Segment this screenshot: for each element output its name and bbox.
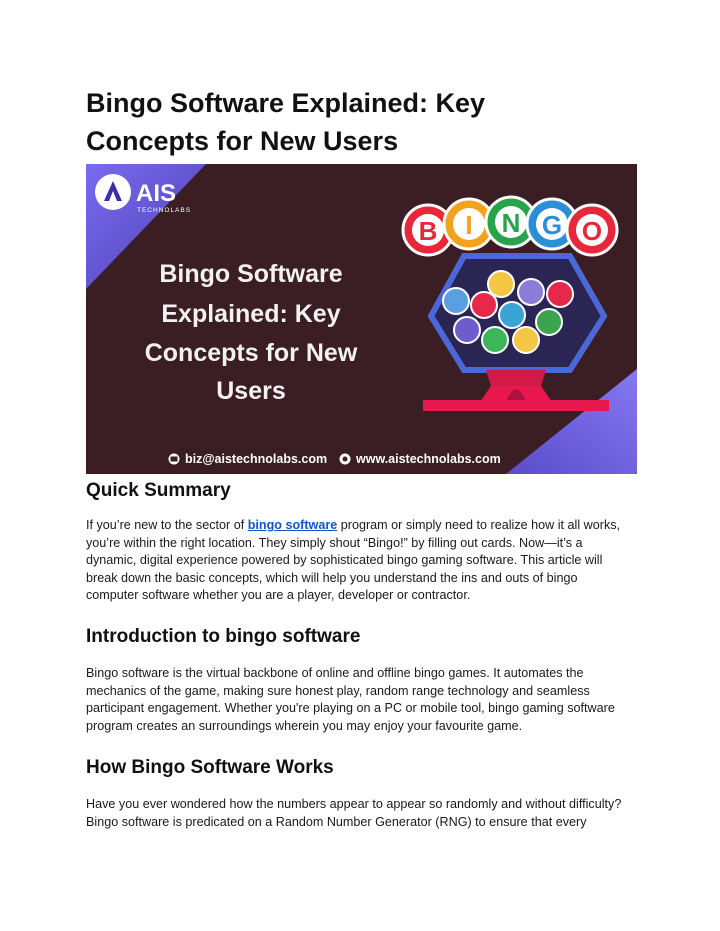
hero-banner-image bbox=[86, 164, 637, 474]
intro-line-4: program creates an surroundings wherein you may enjoy your favourite game. bbox=[86, 718, 523, 733]
how-line-1: Have you ever wondered how the numbers appear to appear so randomly and without difficulty? bbox=[86, 797, 622, 811]
banner-heading-line-2: Explained: Key bbox=[161, 300, 341, 328]
introduction-paragraph bbox=[86, 665, 646, 735]
intro-line-2: mechanics of the game, making sure honest play, random range technology and seamless bbox=[86, 683, 590, 698]
brand-sub-text: TECHNOLABS bbox=[137, 207, 192, 214]
bingo-letter-o: O bbox=[581, 216, 603, 246]
quick-summary-paragraph bbox=[86, 517, 646, 605]
contact-website: www.aistechnolabs.com bbox=[356, 452, 501, 466]
bingo-software-link[interactable]: bingo software bbox=[247, 518, 338, 532]
section-heading-how-it-works: How Bingo Software Works bbox=[86, 757, 334, 778]
summary-line-3: dynamic, digital experience powered by sophisticated bingo gaming software. This article will bbox=[86, 553, 603, 567]
summary-line-1-pre: If you’re new to the sector of bbox=[86, 518, 248, 532]
brand-main-text: AIS bbox=[136, 180, 177, 207]
summary-line-1-post: program or simply need to realize how it all works, bbox=[337, 518, 621, 532]
machine-platform bbox=[423, 400, 609, 411]
how-line-2: Bingo software is predicated on a Random Number Generator (RNG) to ensure that every bbox=[86, 814, 587, 829]
machine-neck bbox=[486, 370, 546, 386]
summary-line-2: you’re within the right location. They simply shout “Bingo!” by filling out cards. Now—it’s a bbox=[86, 535, 583, 550]
summary-line-4: break down the basic concepts, which will help you understand the ins and outs of bingo bbox=[86, 570, 578, 585]
title-line-1: Bingo Software Explained: Key bbox=[86, 88, 486, 118]
section-heading-quick-summary: Quick Summary bbox=[86, 480, 231, 501]
summary-line-5: computer software whether you are a player, developer or contractor. bbox=[86, 588, 471, 602]
section-heading-introduction: Introduction to bingo software bbox=[86, 626, 361, 647]
intro-line-3: participant engagement. Whether you're playing on a PC or mobile tool, bingo gaming software bbox=[86, 701, 615, 715]
bingo-letter-b: B bbox=[418, 216, 438, 246]
banner-heading-line-1: Bingo Software bbox=[159, 260, 343, 288]
bingo-letter-i: I bbox=[465, 210, 473, 240]
bingo-letter-n: N bbox=[501, 208, 521, 238]
intro-line-1: Bingo software is the virtual backbone of online and offline bingo games. It automates the bbox=[86, 666, 584, 680]
how-it-works-paragraph bbox=[86, 796, 646, 831]
title-line-2: Concepts for New Users bbox=[86, 126, 399, 156]
banner-heading-line-4: Users bbox=[216, 377, 286, 405]
bingo-letter-balls bbox=[403, 197, 617, 255]
contact-email: biz@aistechnolabs.com bbox=[185, 452, 328, 466]
banner-heading-line-3: Concepts for New bbox=[144, 339, 358, 367]
bingo-letter-g: G bbox=[541, 210, 563, 240]
page-title bbox=[86, 84, 646, 160]
